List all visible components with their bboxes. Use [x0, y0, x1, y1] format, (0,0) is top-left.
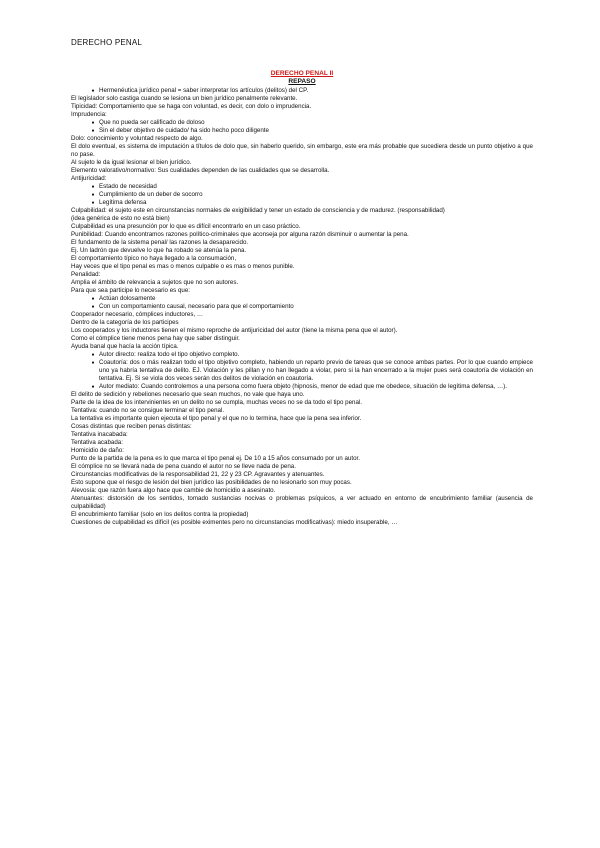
bullet-icon: ●	[91, 359, 95, 366]
text-line: Culpabilidad es una presunción por lo que es difícil encontrarlo en un caso práctico.	[71, 222, 301, 230]
document-title: DERECHO PENAL II	[270, 70, 334, 77]
bullet-text: Actúan dolosamente	[99, 294, 156, 302]
bullet-icon: ●	[91, 183, 95, 190]
bullet-icon: ●	[91, 119, 95, 126]
text-line: Circunstancias modificativas de la responsabilidad 21, 22 y 23 CP. Agravantes y atenuantes.	[71, 470, 325, 478]
text-line: Parte de la idea de los intervinientes en un delito no se cumpla, muchas veces no se da todo el tipo penal.	[71, 398, 362, 406]
bullet-text: Con un comportamiento causal, necesario para que el comportamiento	[99, 302, 294, 310]
bullet-text: Legítima defensa	[99, 198, 147, 206]
text-line: El legislador solo castiga cuando se lesiona un bien jurídico penalmente relevante.	[71, 94, 298, 102]
bullet-item	[71, 127, 533, 135]
bullet-text: Estado de necesidad	[99, 182, 157, 190]
text-line: El cómplice no se llevará nada de pena cuando el autor no se lleve nada de pena.	[71, 462, 296, 470]
bullet-item	[71, 199, 533, 207]
text-line: El comportamiento típico no haya llegado a la consumación,	[71, 254, 237, 262]
text-line: El delito de sedición y rebeliones necesario que sean muchos, no vale que haya uno.	[71, 390, 305, 398]
bullet-item	[71, 351, 533, 359]
bullet-item	[71, 295, 533, 303]
bullet-text: Autor directo: realiza todo el tipo objetivo completo.	[99, 350, 240, 358]
text-line: Cooperador necesario, cómplices inductores, …	[71, 310, 204, 318]
bullet-text: Hermenéutica jurídico penal = saber interpretar los artículos (delitos) del CP.	[99, 86, 309, 94]
text-line: Cosas distintas que reciben penas distintas:	[71, 422, 192, 430]
page-header: DERECHO PENAL	[71, 38, 143, 47]
text-line: Ej. Un ladrón que devuelve lo que ha robado se atenúa la pena.	[71, 246, 247, 254]
text-line: Elemento valorativo/normativo: Sus cualidades dependen de las cualidades que se desarrolla.	[71, 166, 330, 174]
bullet-item	[71, 191, 533, 199]
bullet-item	[71, 359, 533, 383]
bullet-icon: ●	[91, 191, 95, 198]
text-line: La tentativa es importante quien ejecuta el tipo penal y el que no lo termina, hace que la pena sea inferior.	[71, 414, 362, 422]
bullet-icon: ●	[91, 351, 95, 358]
bullet-text: Coautoría: dos o más realizan todo el tipo objetivo completo, habiendo un reparto previo de tareas que se conoce ambas partes. Por lo que cuando empiece uno ya habría tentativa de delito. EJ. Violación y les pillan y no han llegado a violar, pero si la han encerrado a la mujer pues será coautoría de violación en tentativa. Ej. Si se viola dos veces serán dos delitos de violación en coautoría.	[99, 358, 533, 382]
bullet-icon: ●	[91, 87, 95, 94]
document-body	[71, 70, 533, 527]
text-line: Tentativa acabada:	[71, 438, 123, 446]
text-line: Amplia el ámbito de relevancia a sujetos que no son autores.	[71, 278, 239, 286]
text-line: Penalidad:	[71, 270, 101, 278]
text-line: Tipicidad: Comportamiento que se haga con voluntad, es decir, con dolo o imprudencia.	[71, 102, 312, 110]
text-line: Dentro de la categoría de los participes	[71, 318, 179, 326]
text-line: Culpabilidad: el sujeto este en circunstancias normales de exigibilidad y tener un estado de consciencia y de madurez. (responsabilidad)	[71, 206, 445, 214]
text-line: Alevosía: que razón fuera algo hace que cambie de homicidio a asesinato.	[71, 486, 276, 494]
text-line: Tentativa: cuando no se consigue terminar el tipo penal.	[71, 406, 225, 414]
text-line: Los cooperados y los inductores tienen el mismo reproche de antijuricidad del autor (tiene la misma pena que el autor).	[71, 326, 398, 334]
text-line: Dolo: conocimiento y voluntad respecto de algo.	[71, 134, 203, 142]
text-line: Atenuantes: distorsión de los sentidos, tomado sustancias nocivas o problemas psíquicos, a ver actuado en entorno de encubrimiento familiar (ausencia de culpabilidad)	[71, 494, 533, 510]
text-line: El fundamento de la sistema penal/ las razones la desaparecido.	[71, 238, 249, 246]
bullet-text: Cumplimiento de un deber de socorro	[99, 190, 203, 198]
bullet-icon: ●	[91, 127, 95, 134]
text-line: Como el cómplice tiene menos pena hay que saber distinguir.	[71, 334, 240, 342]
bullet-icon: ●	[91, 303, 95, 310]
bullet-text: Que no pueda ser calificado de doloso	[99, 118, 205, 126]
text-line: Esto supone que el riesgo de lesión del bien jurídico las posibilidades de no lesionarlo son muy pocas.	[71, 478, 352, 486]
text-line: Tentativa inacabada:	[71, 430, 128, 438]
text-line: El encubrimiento familiar (solo en los delitos contra la propiedad)	[71, 510, 249, 518]
text-line: Para que sea participe lo necesario es que:	[71, 286, 191, 294]
text-line: Cuestiones de culpabilidad es difícil (es posible eximentes pero no circunstancias modificativas): miedo insuperable, …	[71, 518, 398, 526]
bullet-item	[71, 303, 533, 311]
bullet-text: Sin el deber objetivo de cuidado/ ha sido hecho poco diligente	[99, 126, 269, 134]
text-line: El dolo eventual, es sistema de imputación a títulos de dolo que, sin haberlo querido, sin embargo, este era más probable que sucediera desde un punto objetivo a que no pase.	[71, 142, 533, 158]
bullet-text: Autor mediato: Cuando controlemos a una persona como fuera objeto (hipnosis, menor de edad que me obedece, situación de legítima defensa, …).	[99, 382, 507, 390]
document-subtitle: REPASO	[288, 78, 316, 86]
text-line: Ayuda banal que hacía la acción típica.	[71, 342, 179, 350]
text-line: Al sujeto le da igual lesionar el bien jurídico.	[71, 158, 192, 166]
text-line: Homicidio de daño:	[71, 446, 124, 454]
text-line: (idea genérica de esto no está bien)	[71, 214, 170, 222]
text-line: Antijuricidad:	[71, 174, 107, 182]
bullet-item	[71, 119, 533, 127]
text-line: Hay veces que el tipo penal es mas o menos culpable o es mas o menos punible.	[71, 262, 295, 270]
text-line: Punibilidad: Cuando encontramos razones político-criminales que aconseja por alguna razón disminuir o aumentar la pena.	[71, 230, 409, 238]
bullet-icon: ●	[91, 383, 95, 390]
bullet-icon: ●	[91, 199, 95, 206]
bullet-item	[71, 383, 533, 391]
text-line: Punto de la partida de la pena es lo que marca el tipo penal ej. De 10 a 15 años consumado por un autor.	[71, 454, 360, 462]
bullet-item	[71, 183, 533, 191]
bullet-icon: ●	[91, 295, 95, 302]
bullet-item	[71, 87, 533, 95]
document-lines	[71, 87, 533, 527]
text-line: Imprudencia:	[71, 110, 107, 118]
